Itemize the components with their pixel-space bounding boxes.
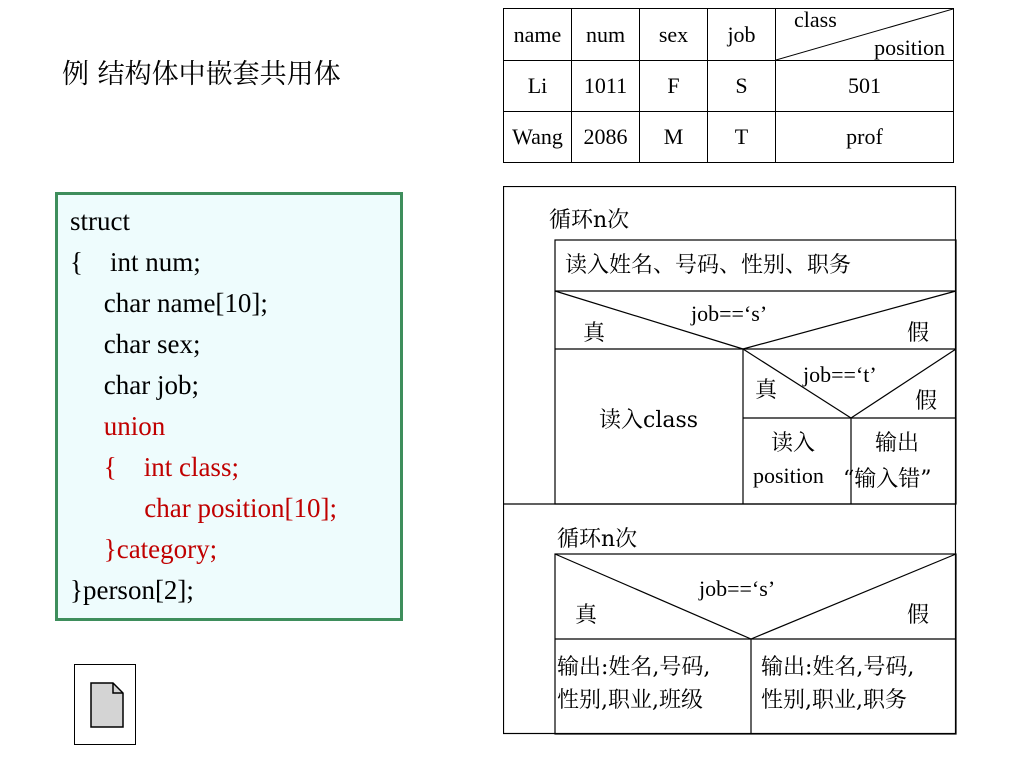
table-cell: Li xyxy=(504,61,572,112)
slide-title: 例 结构体中嵌套共用体 xyxy=(62,59,341,90)
header-sex: sex xyxy=(640,9,708,61)
read-class-step: 读入class xyxy=(599,408,699,433)
header-class: class xyxy=(794,7,837,32)
table-cell: S xyxy=(708,61,776,112)
header-category-diagonal xyxy=(776,9,954,61)
header-job: job xyxy=(708,9,776,61)
false-label: 假 xyxy=(907,603,930,628)
code-line: char sex; xyxy=(70,329,201,359)
output-error-step: “输入错” xyxy=(843,467,932,492)
code-line-union: char position[10]; xyxy=(70,493,337,523)
output-step: 输出:姓名,号码, xyxy=(761,655,915,680)
table-row xyxy=(504,61,954,112)
table-cell: 501 xyxy=(776,61,954,112)
table-cell: 2086 xyxy=(572,112,640,163)
table-row xyxy=(504,112,954,163)
table-cell: M xyxy=(640,112,708,163)
false-label: 假 xyxy=(907,321,930,346)
document-icon[interactable] xyxy=(74,664,136,745)
true-label: 真 xyxy=(755,378,778,403)
true-label: 真 xyxy=(583,321,606,346)
code-line: }person[2]; xyxy=(70,575,194,605)
code-line-union: union xyxy=(70,411,166,441)
read-position-step: position xyxy=(753,463,824,488)
output-step: 输出:姓名,号码, xyxy=(557,655,711,680)
true-label: 真 xyxy=(575,603,598,628)
person-table xyxy=(503,8,954,163)
header-name: name xyxy=(504,9,572,61)
code-line: char job; xyxy=(70,370,199,400)
header-position: position xyxy=(874,35,945,60)
loop-label: 循环n次 xyxy=(557,527,638,552)
false-label: 假 xyxy=(915,389,938,414)
output-error-step: 输出 xyxy=(875,431,920,456)
table-header-row xyxy=(504,9,954,61)
code-line: { int num; xyxy=(70,247,201,277)
table-cell: F xyxy=(640,61,708,112)
code-line-union: }category; xyxy=(70,534,218,564)
header-num: num xyxy=(572,9,640,61)
read-step: 读入姓名、号码、性别、职务 xyxy=(565,253,852,278)
condition-label: job==‘s’ xyxy=(699,576,776,601)
output-step: 性别,职业,职务 xyxy=(761,688,907,713)
table-cell: 1011 xyxy=(572,61,640,112)
output-step: 性别,职业,班级 xyxy=(557,688,703,713)
table-cell: Wang xyxy=(504,112,572,163)
code-line-union: { int class; xyxy=(70,452,239,482)
loop-label: 循环n次 xyxy=(549,208,630,233)
table-cell: T xyxy=(708,112,776,163)
flow-diagram xyxy=(503,186,956,734)
condition-label: job==‘t’ xyxy=(803,362,877,387)
condition-label: job==‘s’ xyxy=(691,301,768,326)
document-icon-glyph xyxy=(75,665,135,744)
table-cell: prof xyxy=(776,112,954,163)
code-box xyxy=(55,192,403,621)
code-line: char name[10]; xyxy=(70,288,268,318)
code-line: struct xyxy=(70,206,130,236)
read-position-step: 读入 xyxy=(771,431,816,456)
